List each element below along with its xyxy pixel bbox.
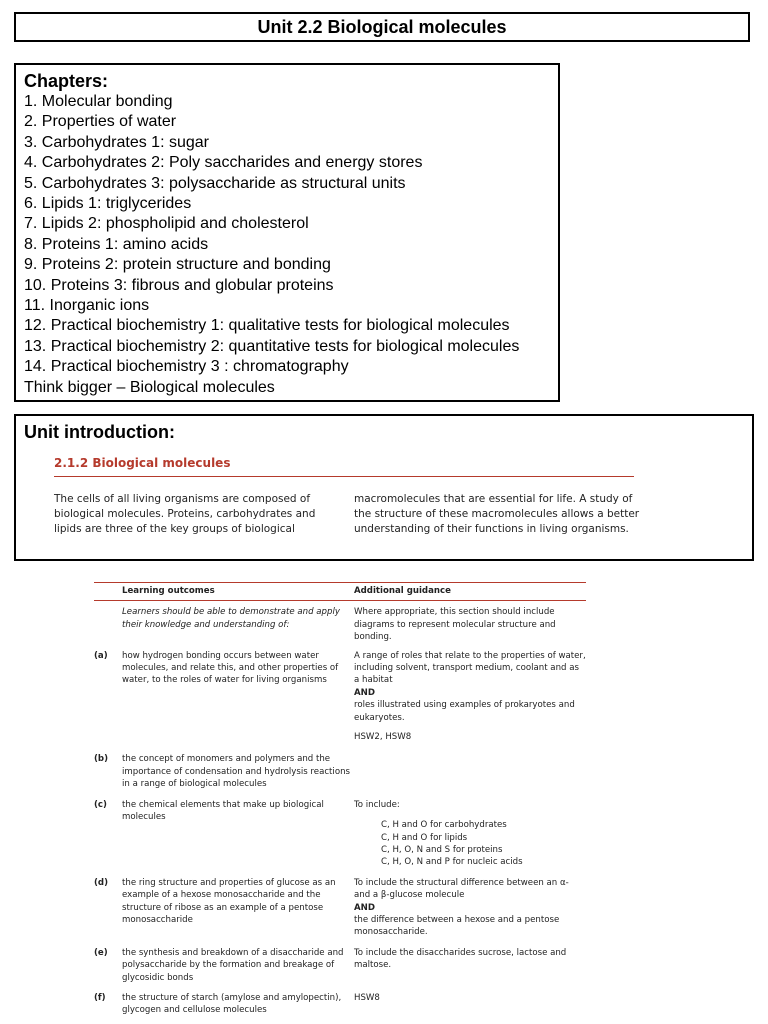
chapter-item: 14. Practical biochemistry 3 : chromatography: [24, 358, 349, 376]
chapters-box: [14, 63, 560, 402]
element-list-item: C, H and O for carbohydrates: [381, 820, 507, 831]
outcome-text: the chemical elements that make up biological molecules: [122, 799, 324, 823]
guidance-text: HSW8: [354, 992, 380, 1003]
chapter-item: Think bigger – Biological molecules: [24, 378, 275, 396]
intro-heading: Unit introduction:: [24, 422, 175, 442]
intro-text-left: The cells of all living organisms are composed of biological molecules. Proteins, carbohydrates and lipids are three of the key groups of biological: [54, 493, 316, 535]
learning-outcomes-table: [94, 582, 586, 1017]
row-letter: (a): [94, 650, 108, 661]
chapter-item: 2. Properties of water: [24, 113, 177, 131]
chapter-item: 9. Proteins 2: protein structure and bonding: [24, 256, 331, 274]
chapter-item: 12. Practical biochemistry 1: qualitative tests for biological molecules: [24, 317, 510, 335]
chapter-item: 5. Carbohydrates 3: polysaccharide as structural units: [24, 174, 406, 192]
guidance-text: [354, 877, 586, 939]
outcome-intro: Learners should be able to demonstrate and apply their knowledge and understanding of:: [122, 607, 340, 630]
chapter-list: [24, 92, 558, 398]
chapter-item: 7. Lipids 2: phospholipid and cholesterol: [24, 215, 309, 233]
table-row: [94, 606, 586, 643]
guidance-text: To include the disaccharides sucrose, lactose and maltose.: [354, 947, 567, 971]
page-title: [14, 12, 750, 42]
guidance-line: roles illustrated using examples of prokaryotes and eukaryotes.: [354, 700, 575, 723]
element-list-item: C, H, O, N and P for nucleic acids: [381, 857, 523, 868]
table-row: [94, 753, 586, 790]
table-row: [94, 650, 586, 744]
guidance-intro: Where appropriate, this section should include diagrams to represent molecular structure and bonding.: [354, 607, 556, 643]
element-list-item: C, H, O, N and S for proteins: [381, 844, 503, 855]
table-row: [94, 992, 586, 1017]
guidance-and: AND: [354, 687, 375, 698]
chapter-item: 10. Proteins 3: fibrous and globular proteins: [24, 276, 334, 294]
chapter-item: 11. Inorganic ions: [24, 297, 150, 315]
guidance-hsw: HSW2, HSW8: [354, 732, 412, 743]
guidance-line: the difference between a hexose and a pentose monosaccharide.: [354, 914, 560, 938]
guidance-and: AND: [354, 902, 375, 913]
table-row: [94, 799, 586, 869]
outcome-text: the concept of monomers and polymers and the importance of condensation and hydrolysis reactions in a range of biological molecules: [122, 754, 350, 790]
guidance-line: To include the structural difference between an α- and a β-glucose molecule: [354, 877, 569, 901]
spec-section-title: 2.1.2 Biological molecules: [54, 456, 634, 477]
row-letter: (c): [94, 799, 107, 810]
row-letter: (f): [94, 992, 106, 1003]
header-learning-outcomes: Learning outcomes: [122, 586, 215, 596]
guidance-text: [354, 799, 586, 869]
chapters-heading: Chapters:: [24, 71, 109, 91]
guidance-line: To include:: [354, 799, 400, 810]
outcome-text: how hydrogen bonding occurs between water molecules, and relate this, and other properties of water, to the roles of water for living organisms: [122, 650, 339, 686]
row-letter: (b): [94, 754, 109, 765]
chapter-item: 3. Carbohydrates 1: sugar: [24, 133, 209, 151]
table-header: [94, 582, 586, 601]
chapter-item: 1. Molecular bonding: [24, 93, 173, 110]
table-row: [94, 947, 586, 984]
intro-text-right: macromolecules that are essential for life. A study of the structure of these macromolecules allows a better understanding of their functions in living organisms.: [354, 493, 640, 535]
row-letter: (d): [94, 877, 109, 888]
chapter-item: 13. Practical biochemistry 2: quantitative tests for biological molecules: [24, 337, 520, 355]
chapter-item: 6. Lipids 1: triglycerides: [24, 195, 192, 213]
chapter-item: 4. Carbohydrates 2: Poly saccharides and energy stores: [24, 154, 423, 172]
guidance-text: [354, 650, 586, 744]
guidance-line: A range of roles that relate to the properties of water, including solvent, transport medium, coolant and as a habitat: [354, 650, 586, 686]
unit-introduction-box: [14, 414, 754, 561]
page-title-text: Unit 2.2 Biological molecules: [257, 16, 507, 37]
row-letter: (e): [94, 947, 108, 958]
table-row: [94, 877, 586, 939]
outcome-text: the ring structure and properties of glucose as an example of a hexose monosaccharide and the structure of ribose as an example of a pentose monosaccharide: [122, 877, 336, 925]
element-list-item: C, H and O for lipids: [381, 832, 468, 843]
outcome-text: the structure of starch (amylose and amylopectin), glycogen and cellulose molecules: [122, 992, 342, 1016]
header-additional-guidance: Additional guidance: [354, 586, 451, 596]
outcome-text: the synthesis and breakdown of a disaccharide and polysaccharide by the formation and breakage of glycosidic bonds: [122, 947, 344, 983]
chapter-item: 8. Proteins 1: amino acids: [24, 235, 209, 253]
